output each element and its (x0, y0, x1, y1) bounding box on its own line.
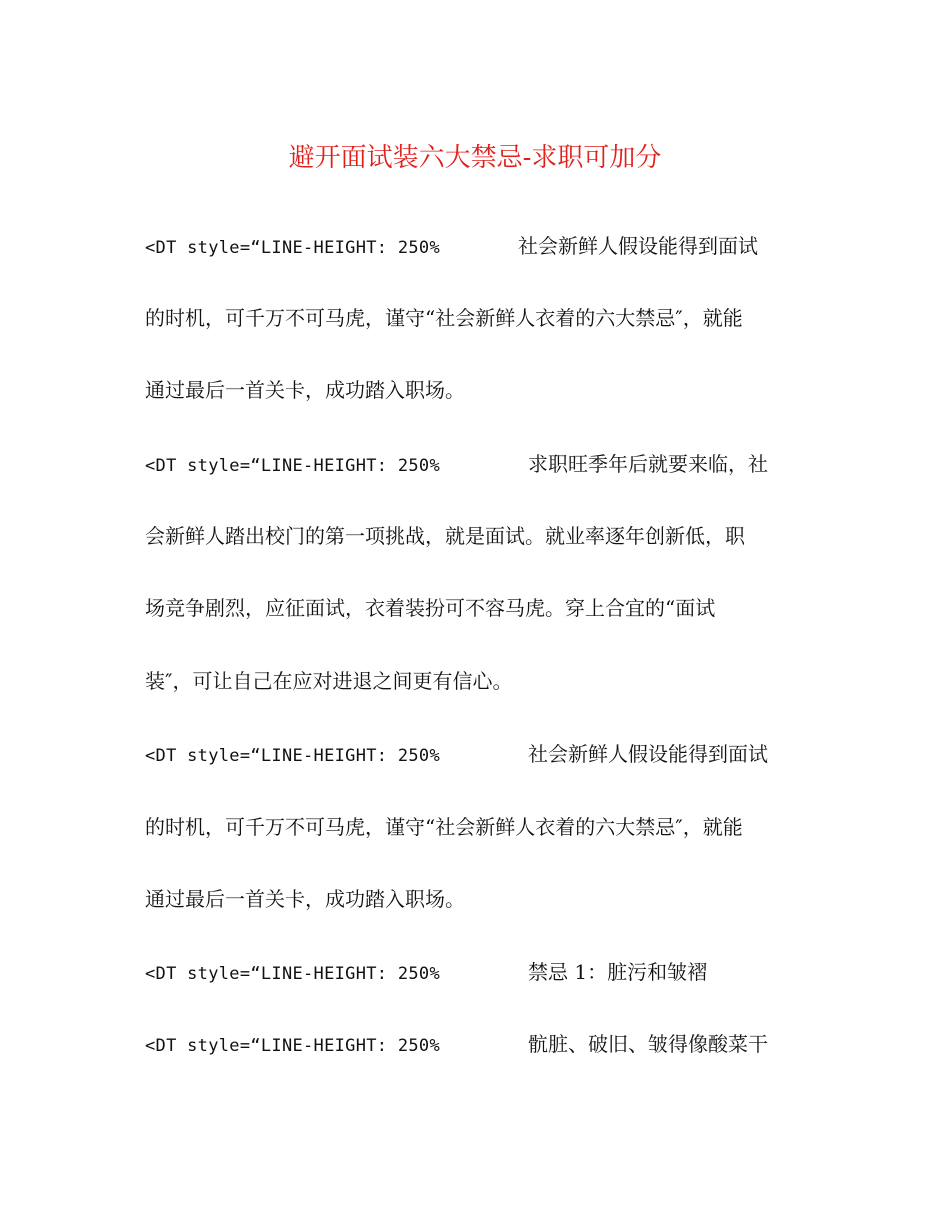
paragraph-line (145, 518, 745, 554)
line-text: 的时机，可千万不可马虎，谨守“社会新鲜人衣着的六大禁忌″，就能 (145, 815, 743, 839)
line-text: 禁忌 1：脏污和皱褶 (527, 960, 708, 984)
line-text: 的时机，可千万不可马虎，谨守“社会新鲜人衣着的六大禁忌″，就能 (145, 306, 743, 330)
paragraph-line (145, 1026, 768, 1062)
line-text: 社会新鲜人假设能得到面试 (517, 234, 758, 258)
line-text: 通过最后一首关卡，成功踏入职场。 (145, 887, 465, 911)
dt-style-code: <DT style=“LINE-HEIGHT: 250% (145, 964, 440, 984)
paragraph-line (145, 372, 465, 408)
dt-style-code: <DT style=“LINE-HEIGHT: 250% (145, 238, 440, 258)
line-text: 会新鲜人踏出校门的第一项挑战，就是面试。就业率逐年创新低，职 (145, 524, 745, 548)
paragraph-line (145, 446, 768, 482)
paragraph-line (145, 228, 758, 264)
paragraph-line (145, 954, 707, 990)
line-text: 场竞争剧烈，应征面试，衣着装扮可不容马虎。穿上合宜的“面试 (145, 596, 716, 620)
dt-style-code: <DT style=“LINE-HEIGHT: 250% (145, 746, 440, 766)
dt-style-code: <DT style=“LINE-HEIGHT: 250% (145, 1036, 440, 1056)
line-text: 社会新鲜人假设能得到面试 (527, 742, 768, 766)
line-text: 骯脏、破旧、皱得像酸菜干 (527, 1032, 768, 1056)
line-text: 求职旺季年后就要来临，社 (527, 452, 768, 476)
paragraph-line (145, 663, 512, 699)
dt-style-code: <DT style=“LINE-HEIGHT: 250% (145, 456, 440, 476)
paragraph-line (145, 809, 743, 845)
line-text: 通过最后一首关卡，成功踏入职场。 (145, 378, 465, 402)
document-title: 避开面试装六大禁忌-求职可加分 (288, 143, 662, 173)
paragraph-line (145, 881, 465, 917)
paragraph-line (145, 300, 743, 336)
paragraph-line (145, 590, 715, 626)
paragraph-line (145, 736, 768, 772)
line-text: 装″，可让自己在应对进退之间更有信心。 (145, 669, 513, 693)
